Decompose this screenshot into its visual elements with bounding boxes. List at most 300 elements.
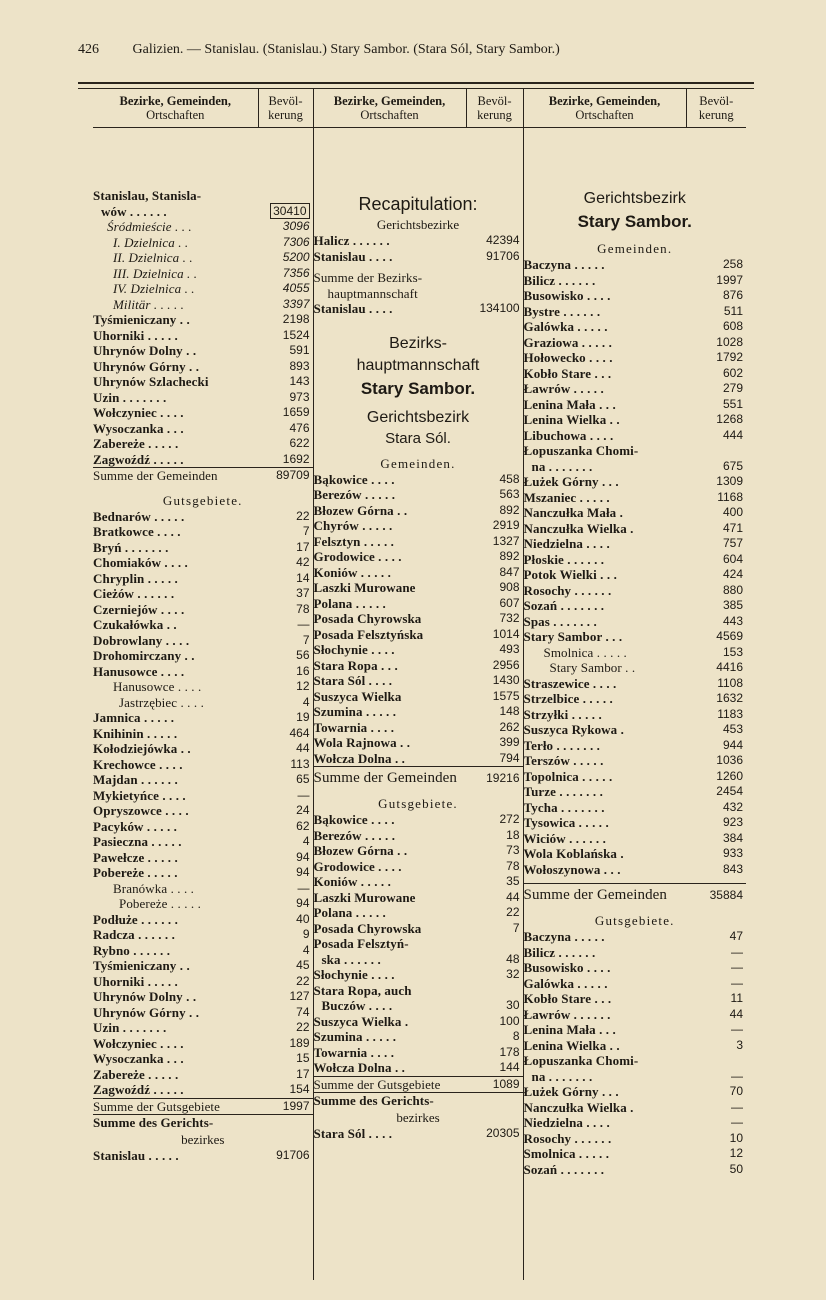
table-row [314, 952, 523, 968]
row-value: 258 [722, 257, 743, 271]
row-value: 973 [289, 389, 310, 404]
row-value: 1327 [492, 533, 520, 548]
table-row [314, 843, 523, 859]
table-row [314, 472, 523, 488]
table-row [314, 766, 523, 789]
row-value: 424 [722, 567, 743, 581]
row-value: 144 [499, 1060, 520, 1074]
district-sum [314, 301, 523, 317]
row-name: Polana . . . . . [313, 905, 386, 920]
row-name: Felsztyn . . . . . [313, 533, 395, 549]
gemeinden-title: Gemeinden. [380, 455, 456, 471]
recap-subtitle: Gerichtsbezirke [376, 217, 460, 232]
row-value: 4 [302, 834, 310, 848]
row-value: — [731, 975, 743, 990]
row-name: Stary Sambor . . . [523, 629, 623, 644]
row-name: Podłuże . . . . . . [93, 911, 178, 927]
row-value: 4 [302, 694, 310, 709]
row-value: 3397 [282, 296, 310, 311]
row-value: 20305 [486, 1125, 520, 1140]
row-name: Polana . . . . . [313, 595, 386, 611]
row-name: Rybno . . . . . . [93, 942, 171, 958]
row-name: Cieżów . . . . . . [93, 586, 175, 601]
row-value: 1997 [282, 1098, 310, 1113]
table-row [314, 1014, 523, 1030]
row-value: 1183 [717, 706, 743, 721]
table-row [93, 974, 313, 990]
table-row [314, 580, 523, 596]
table-row [524, 1162, 747, 1178]
row-name: Smolnica . . . . . [523, 1146, 610, 1161]
row-name: Stary Sambor . . [549, 660, 636, 675]
table-row [314, 967, 523, 983]
running-title: Galizien. — Stanislau. (Stanislau.) Stary Sambor. (Stara Sól, Stary Sambor.) [132, 42, 560, 57]
table-row [524, 273, 747, 289]
table-row [93, 633, 313, 649]
row-name: Kołodziejówka . . [93, 741, 191, 756]
row-name: Jastrzębiec . . . . [119, 694, 204, 710]
table-row [93, 204, 313, 220]
row-name: Grodowice . . . . [313, 549, 402, 564]
table-row [524, 583, 747, 599]
sum-label: hauptmannschaft [327, 285, 418, 301]
row-name: Wysoczanka . . . [93, 420, 184, 436]
col-header-pop: Bevöl- kerung [686, 89, 746, 128]
running-head [78, 42, 758, 58]
table-row [93, 1114, 313, 1131]
table-row [314, 233, 523, 249]
row-name: Słochynie . . . . [313, 967, 395, 982]
row-value: 56 [296, 648, 310, 662]
row-name: Koniów . . . . . [313, 874, 391, 889]
row-name: wów . . . . . . [101, 203, 167, 219]
row-name: Baczyna . . . . . [523, 257, 605, 272]
row-value: 464 [289, 725, 310, 740]
row-name: Uhrynów Szlachecki [93, 374, 209, 389]
row-value: 511 [723, 303, 743, 318]
table-row [314, 1045, 523, 1061]
row-name: Smolnica . . . . . [543, 644, 627, 660]
row-name: Uzin . . . . . . . [93, 1020, 167, 1035]
row-value: — [297, 880, 310, 895]
table-row [524, 784, 747, 800]
table-row [93, 865, 313, 881]
row-value: 91706 [276, 1147, 310, 1162]
row-name: na . . . . . . . [531, 1068, 593, 1084]
row-value: 2919 [492, 518, 520, 532]
row-name: Baczyna . . . . . [523, 929, 605, 944]
table-row [314, 936, 523, 952]
row-name: Tysowica . . . . . [523, 815, 609, 830]
row-name: Bratkowce . . . . [93, 524, 181, 539]
row-value: 127 [289, 989, 310, 1003]
row-name: Stanislau . . . . . [93, 1147, 179, 1163]
table-row [314, 534, 523, 550]
table-row [93, 555, 313, 571]
row-name: Towarnia . . . . [313, 719, 395, 735]
table-row [93, 421, 313, 437]
spacer [93, 484, 313, 492]
table-row [314, 611, 523, 627]
row-value: 22 [296, 1020, 310, 1034]
row-value: 908 [499, 580, 520, 594]
row-name: Hołowecko . . . . [523, 350, 613, 365]
total-label: Summe des Gerichts- [314, 1092, 523, 1109]
row-name: Tycha . . . . . . . [523, 799, 605, 815]
table-row [524, 676, 747, 692]
table-row [314, 503, 523, 519]
row-name: Lenina Mała . . . [523, 396, 616, 412]
row-value: 1792 [716, 350, 743, 364]
row-name: Dobrowlany . . . . [93, 632, 190, 648]
table-row [93, 343, 313, 359]
row-name: Śródmieście . . . [107, 219, 192, 234]
row-name: Summe des Gerichts- [93, 1115, 214, 1130]
table-row [524, 660, 747, 676]
row-value: 1997 [716, 272, 743, 287]
row-name: Terło . . . . . . . [523, 737, 601, 753]
row-name: Błozew Górna . . [313, 843, 408, 858]
row-name: Zabereże . . . . . [93, 436, 179, 451]
table-row [314, 905, 523, 921]
table-row [524, 1069, 747, 1085]
table-row [524, 769, 747, 785]
gutsgebiete-title: Gutsgebiete. [378, 796, 458, 811]
row-name: Drohomirczany . . [93, 648, 195, 663]
table-row [314, 673, 523, 689]
table-row [93, 586, 313, 602]
row-value: 1524 [282, 327, 310, 342]
row-value: 89709 [276, 468, 310, 482]
row-value: 40 [296, 911, 310, 926]
table-row [93, 726, 313, 742]
row-name: Graziowa . . . . . [523, 334, 612, 350]
table-row [93, 881, 313, 897]
boxed-value: 30410 [270, 203, 309, 219]
row-value: 153 [722, 644, 743, 659]
row-name: Chomiaków . . . . [93, 555, 188, 570]
row-value: 732 [499, 611, 520, 625]
row-value: 44 [729, 1006, 743, 1021]
table-row [93, 405, 313, 421]
table-header [93, 89, 746, 128]
row-name: Branówka . . . . [113, 880, 195, 896]
row-value: 444 [722, 427, 743, 442]
section-title: Gutsgebiete. [162, 492, 243, 508]
table-row [524, 846, 747, 862]
row-name: Zagwoźdź . . . . . [93, 1082, 184, 1097]
row-value: 4055 [282, 281, 310, 295]
row-name: Lenina Mała . . . [523, 1022, 616, 1037]
table-row [93, 1020, 313, 1036]
row-name: Summe der Gutsgebiete [313, 1076, 441, 1092]
row-name: Mszaniec . . . . . [523, 489, 610, 505]
header-rule [78, 82, 754, 89]
table-row [524, 366, 747, 382]
table-row [93, 235, 313, 251]
row-value: 622 [289, 436, 310, 450]
row-name: Turze . . . . . . . [523, 784, 603, 799]
table-row [93, 1082, 313, 1098]
row-value: 9 [302, 927, 310, 941]
row-value: 8 [512, 1029, 520, 1043]
row-name: Knihinin . . . . . [93, 725, 178, 741]
table-row [93, 359, 313, 375]
row-name: Wola Rajnowa . . [313, 735, 411, 750]
row-value: 843 [722, 861, 743, 876]
table-row [524, 976, 747, 992]
table-row [314, 301, 523, 317]
sum-label: Summe der Bezirks- [313, 270, 423, 285]
row-value: 30 [506, 998, 520, 1012]
row-value: 675 [722, 458, 743, 473]
row-name: Niedzielna . . . . [523, 536, 610, 551]
row-value: 7 [302, 632, 310, 647]
table-row [314, 921, 523, 937]
row-name: Błozew Górna . . [313, 502, 408, 518]
row-name: Wołczyniec . . . . [93, 405, 184, 420]
row-name: Wysoczanka . . . [93, 1051, 184, 1066]
table-row [93, 250, 313, 266]
row-value: 4 [302, 942, 310, 957]
row-value: 1309 [716, 474, 743, 488]
table-row [93, 927, 313, 943]
row-value [479, 983, 523, 999]
table-row [524, 1084, 747, 1100]
col-header-name: Bezirke, Gemeinden, Ortschaften [93, 89, 258, 128]
recap-title: Recapitulation: [358, 194, 478, 214]
row-name: Uzin . . . . . . . [93, 389, 167, 405]
row-name: Mykietyńce . . . . [93, 787, 186, 803]
table-row [524, 257, 747, 273]
row-name: Sozań . . . . . . . [523, 1161, 605, 1177]
row-value: 4569 [716, 629, 743, 643]
row-name: Spas . . . . . . . [523, 613, 597, 629]
row-name: Nanczułka Wielka . [523, 1099, 634, 1115]
row-value: 17 [296, 539, 310, 554]
row-value: 563 [499, 487, 520, 501]
row-value [479, 936, 523, 952]
table-row [314, 874, 523, 890]
row-value: 591 [289, 343, 310, 357]
row-name: Łużek Górny . . . [523, 1084, 619, 1099]
row-name: Posada Chyrowska [313, 920, 422, 936]
table-row [93, 1051, 313, 1067]
row-value: 944 [722, 737, 743, 752]
row-name: Radcza . . . . . . [93, 927, 175, 942]
row-value: 923 [722, 815, 743, 829]
gutsgebiete-sum [314, 1076, 523, 1093]
row-value: 14 [296, 570, 310, 585]
table-row [93, 571, 313, 587]
row-name: Pasieczna . . . . . [93, 834, 182, 849]
table-row [524, 1022, 747, 1038]
row-name: Stara Sól . . . . [313, 1125, 393, 1141]
row-value: 272 [499, 812, 520, 826]
row-name: Hanusowce . . . . [93, 663, 185, 679]
row-value: — [731, 960, 743, 974]
table-row [314, 1126, 523, 1142]
stanislau-list [93, 188, 313, 1163]
col-header-pop: Bevöl- kerung [466, 89, 523, 128]
row-name: Chryplin . . . . . [93, 570, 178, 586]
row-name: Słochynie . . . . [313, 642, 395, 657]
row-value: 154 [289, 1082, 310, 1096]
row-value: 35884 [709, 888, 743, 902]
row-value: 42 [296, 555, 310, 569]
table-row [524, 288, 747, 304]
table-row [524, 1053, 747, 1069]
row-name: Opryszowce . . . . [93, 803, 189, 818]
row-name: Nanczułka Mała . [523, 505, 623, 520]
table-row [524, 490, 747, 506]
row-value: 1692 [282, 451, 310, 466]
table-row [524, 1131, 747, 1147]
table-row [314, 812, 523, 828]
row-value: 65 [296, 772, 310, 786]
row-name: Uhrynów Dolny . . [93, 989, 197, 1004]
row-name: Stara Sól . . . . [313, 673, 393, 688]
page-number: 426 [78, 42, 99, 57]
table-row [524, 753, 747, 769]
row-name: Szumina . . . . . [313, 1029, 397, 1044]
table-row [524, 567, 747, 583]
table-row [314, 658, 523, 674]
row-value: 5200 [282, 250, 310, 264]
row-value: 16 [296, 663, 310, 678]
table-row [93, 834, 313, 850]
table-row [314, 249, 523, 265]
row-name: Potok Wielki . . . [523, 567, 617, 582]
table-row [93, 452, 313, 468]
table-row [314, 642, 523, 658]
row-name: Terszów . . . . . [523, 753, 604, 768]
row-name: Wola Koblańska . [523, 846, 624, 861]
row-name: Posada Felsztyńska [313, 626, 424, 642]
row-value [258, 1115, 313, 1131]
row-value: 3 [736, 1037, 743, 1052]
row-value: 70 [729, 1084, 743, 1098]
row-name: Stanislau, Stanisla- [93, 188, 202, 203]
row-value: 94 [296, 865, 310, 879]
row-name: Galówka . . . . . [523, 319, 608, 334]
row-value: 78 [506, 858, 520, 873]
row-value: 35 [506, 874, 520, 888]
row-value: 32 [506, 967, 520, 981]
table-row [524, 552, 747, 568]
table-row [93, 958, 313, 974]
row-name: Lenina Wielka . . [523, 1037, 620, 1053]
row-value: — [297, 617, 310, 631]
row-value: 7306 [282, 234, 310, 249]
row-name: Wołcza Dolna . . [313, 1060, 406, 1075]
row-value: 279 [722, 381, 743, 395]
gb-name: Stary Sambor. [577, 212, 692, 231]
table-row [93, 524, 313, 540]
table-row [524, 707, 747, 723]
row-name: Uhorniki . . . . . [93, 327, 178, 343]
row-value: 399 [499, 735, 520, 749]
row-name: Stara Ropa, auch [313, 982, 412, 998]
row-value: 453 [722, 722, 743, 736]
row-name: Pobereże . . . . . [93, 865, 178, 880]
row-name: Wołczyniec . . . . [93, 1035, 184, 1051]
table-row [524, 459, 747, 475]
table-row [524, 960, 747, 976]
row-value: — [731, 1115, 743, 1129]
row-name: Summe der Gemeinden [93, 468, 218, 483]
row-value: 148 [499, 704, 520, 718]
row-name: I. Dzielnica . . [113, 234, 189, 250]
row-value: 44 [506, 889, 520, 904]
table-row [524, 691, 747, 707]
row-name: II. Dzielnica . . [113, 250, 193, 265]
table-row [93, 943, 313, 959]
table-row [524, 800, 747, 816]
row-value: 17 [296, 1066, 310, 1081]
row-value: 847 [499, 564, 520, 579]
bh-title: Bezirks- [389, 334, 447, 352]
row-name: Bystre . . . . . . [523, 303, 601, 319]
row-name: Łopuszanka Chomi- [523, 443, 639, 458]
table-row [93, 989, 313, 1005]
population-table [93, 89, 746, 1280]
table-row [524, 521, 747, 537]
row-name: Niedzielna . . . . [523, 1115, 610, 1130]
row-name: Bednarów . . . . . [93, 508, 185, 524]
table-row [93, 374, 313, 390]
table-row [93, 710, 313, 726]
table-row [93, 741, 313, 757]
row-name: Krechowce . . . . [93, 756, 183, 772]
row-name: Posada Chyrowska [313, 611, 422, 626]
row-name: Szumina . . . . . [313, 704, 397, 719]
table-row [314, 1029, 523, 1045]
row-name: Rosochy . . . . . . [523, 582, 612, 598]
table-row [314, 859, 523, 875]
bh-title: hauptmannschaft [356, 356, 480, 374]
row-value: 15 [296, 1051, 310, 1065]
row-value: 1014 [492, 626, 520, 641]
row-value: 1575 [492, 688, 520, 703]
row-value: 4416 [716, 660, 743, 674]
gemeinden-title: Gemeinden. [597, 241, 673, 256]
table-row [93, 1098, 313, 1115]
row-value: 432 [722, 799, 743, 814]
row-name: Bilicz . . . . . . [523, 272, 596, 288]
recap-list [314, 233, 523, 264]
bh-name: Stary Sambor. [360, 378, 476, 398]
row-name: Grodowice . . . . [313, 858, 402, 874]
row-value: 7 [512, 920, 520, 935]
row-name: Berezów . . . . . [313, 487, 396, 502]
row-value [689, 443, 747, 459]
table-row [524, 474, 747, 490]
table-row [524, 629, 747, 645]
table-row [524, 614, 747, 630]
column-stary-sambor [523, 128, 746, 1281]
row-value: 1632 [716, 691, 743, 705]
table-row [314, 549, 523, 565]
row-value: 443 [722, 613, 743, 628]
table-row [524, 443, 747, 459]
table-row [524, 428, 747, 444]
row-value: 2956 [492, 657, 520, 672]
row-value: 12 [296, 679, 310, 693]
row-name: Czerniejów . . . . [93, 601, 185, 617]
row-name: Ławrów . . . . . . [523, 1006, 611, 1022]
table-row [93, 281, 313, 297]
